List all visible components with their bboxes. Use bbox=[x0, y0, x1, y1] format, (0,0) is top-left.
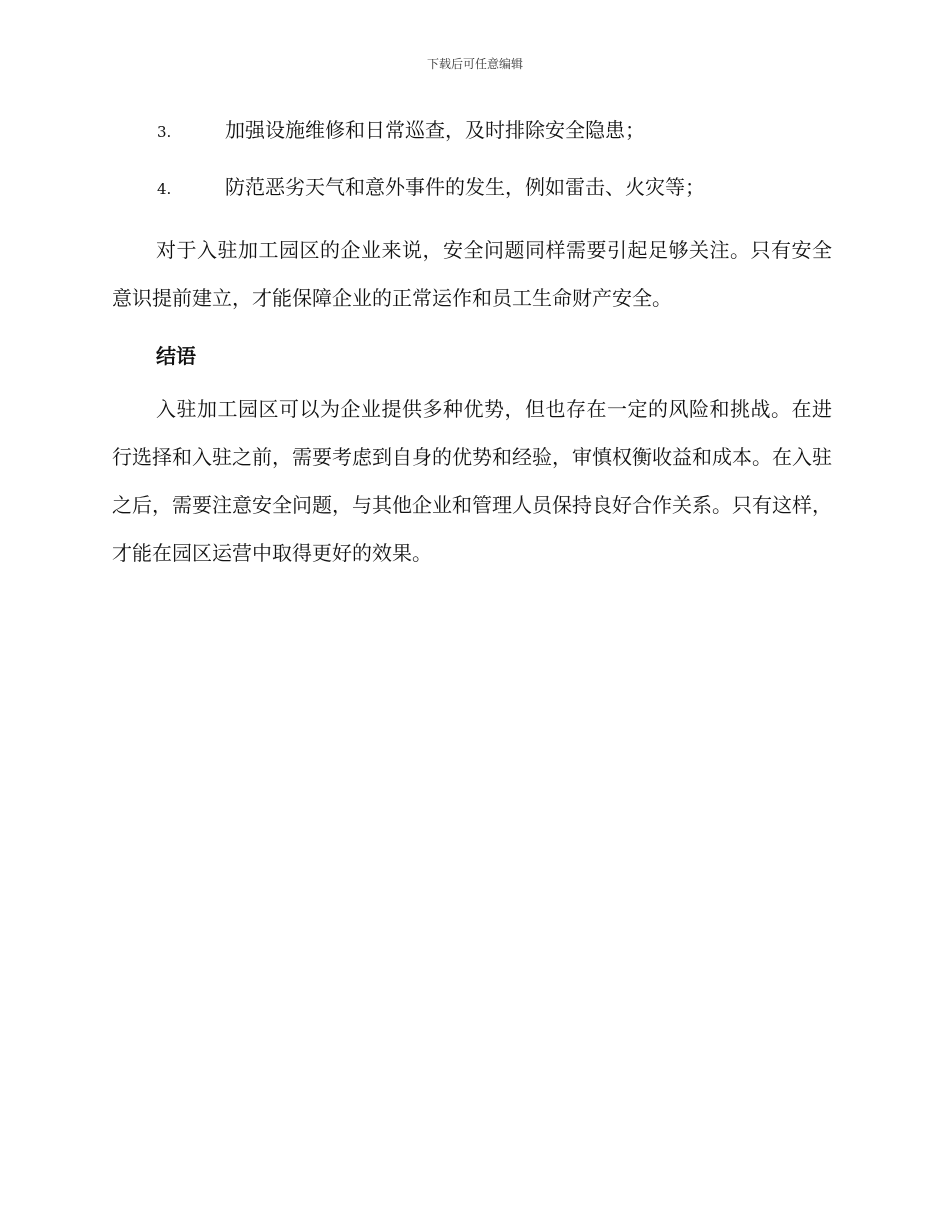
list-item-text: 防范恶劣天气和意外事件的发生，例如雷击、火灾等； bbox=[225, 175, 705, 199]
list-item-number: 3. bbox=[157, 123, 172, 141]
safety-paragraph: 对于入驻加工园区的企业来说，安全问题同样需要引起足够关注。只有安全意识提前建立，才能保障企业的正常运作和员工生命财产安全。 bbox=[112, 238, 832, 310]
list-item bbox=[112, 169, 832, 205]
conclusion-paragraph: 入驻加工园区可以为企业提供多种优势，但也存在一定的风险和挑战。在进行选择和入驻之前，需要考虑到自身的优势和经验，审慎权衡收益和成本。在入驻之后，需要注意安全问题，与其他企业和管理人员保持良好合作关系。只有这样，才能在园区运营中取得更好的效果。 bbox=[112, 397, 832, 565]
list-item bbox=[112, 112, 832, 148]
list-item-text: 加强设施维修和日常巡查，及时排除安全隐患； bbox=[225, 118, 645, 142]
conclusion-heading: 结语 bbox=[156, 344, 196, 368]
header-note: 下载后可任意编辑 bbox=[426, 57, 523, 71]
document-content bbox=[112, 112, 832, 588]
list-item-number: 4. bbox=[157, 180, 172, 198]
